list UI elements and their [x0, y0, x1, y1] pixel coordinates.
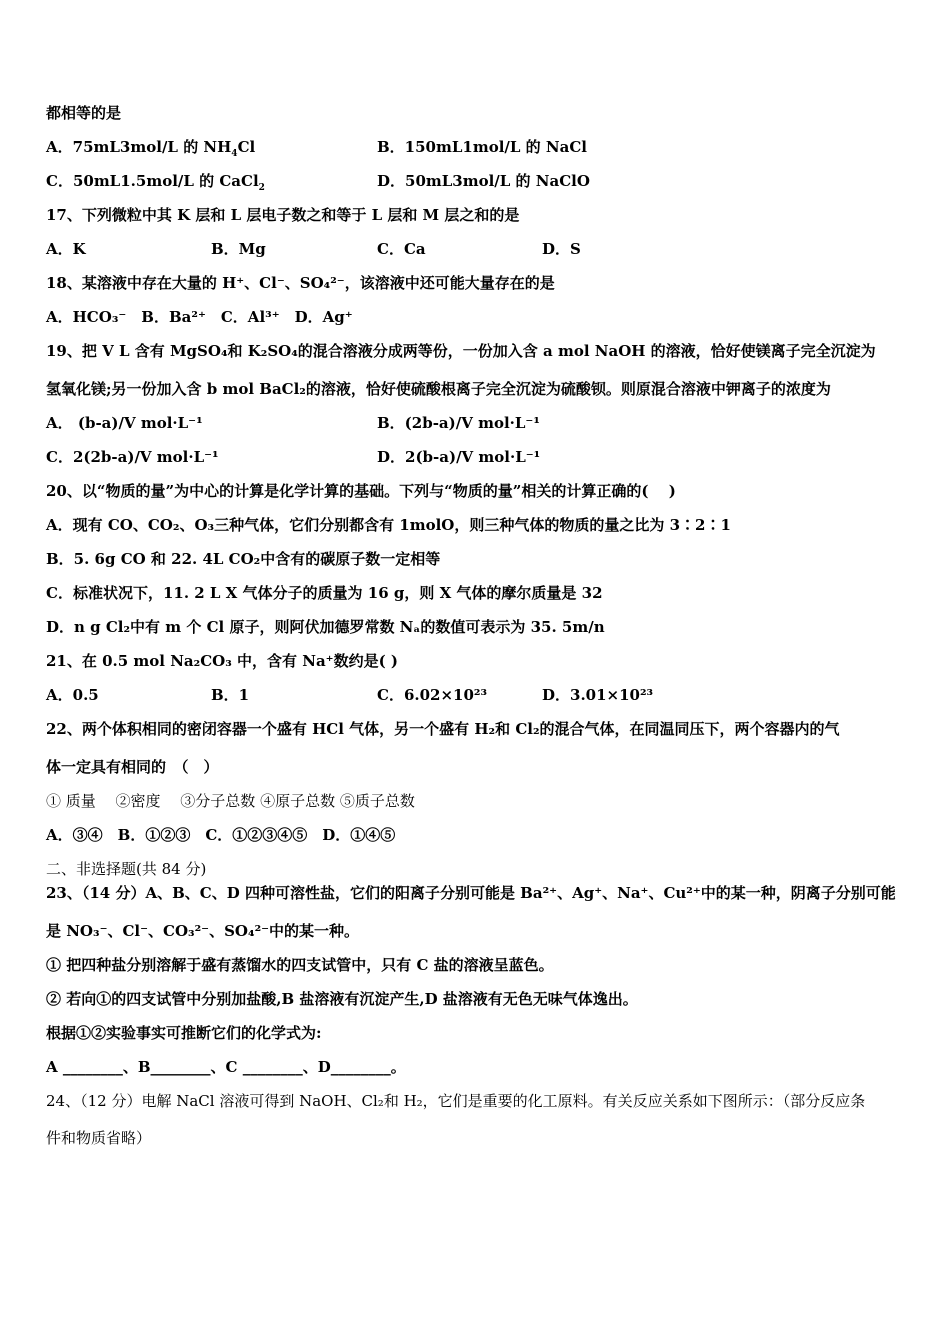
option-b: B．(2b-a)/V mol·L⁻¹ [377, 414, 540, 432]
question-18: 18、某溶液中存在大量的 H⁺、Cl⁻、SO₄²⁻，该溶液中还可能大量存在的是 [46, 274, 555, 292]
question-22-cont: 体一定具有相同的 （ ） [46, 758, 219, 776]
option-a: A． (b-a)/V mol·L⁻¹ [46, 414, 203, 432]
option-b: B．Mg [211, 240, 266, 258]
question-22-options: A．③④ B．①②③ C．①②③④⑤ D．①④⑤ [46, 826, 396, 844]
option-c: C．6.02×10²³ [377, 686, 488, 704]
question-22: 22、两个体积相同的密闭容器一个盛有 HCl 气体，另一个盛有 H₂和 Cl₂的混合气体，在同温同压下，两个容器内的气 [46, 720, 840, 738]
question-18-options: A．HCO₃⁻ B．Ba²⁺ C．Al³⁺ D．Ag⁺ [46, 308, 353, 326]
option-b: B．1 [211, 686, 250, 704]
subscript: 4 [231, 149, 238, 159]
question-20: 20、以“物质的量”为中心的计算是化学计算的基础。下列与“物质的量”相关的计算正确的( ) [46, 482, 676, 500]
option-text: C．50mL1.5mol/L 的 CaCl [46, 172, 259, 190]
question-23-step-2: ② 若向①的四支试管中分别加盐酸,B 盐溶液有沉淀产生,D 盐溶液有无色无味气体逸出。 [46, 990, 638, 1008]
option-d: D．S [542, 240, 581, 258]
question-17: 17、下列微粒中其 K 层和 L 层电子数之和等于 L 层和 M 层之和的是 [46, 206, 520, 224]
option-a [46, 137, 255, 157]
question-24-cont: 件和物质省略） [46, 1129, 152, 1147]
option-c [46, 171, 265, 191]
option-c: C．标准状况下，11. 2 L X 气体分子的质量为 16 g，则 X 气体的摩尔质量是 32 [46, 584, 603, 602]
option-a: A．0.5 [46, 686, 99, 704]
question-23: 23、（14 分）A、B、C、D 四种可溶性盐，它们的阳离子分别可能是 Ba²⁺、Ag⁺、Na⁺、Cu²⁺中的某一种，阴离子分别可能 [46, 884, 896, 902]
question-19-cont: 氢氧化镁;另一份加入含 b mol BaCl₂的溶液，恰好使硫酸根离子完全沉淀为硫酸钡。则原混合溶液中钾离子的浓度为 [46, 380, 831, 398]
question-24: 24、（12 分）电解 NaCl 溶液可得到 NaOH、Cl₂和 H₂，它们是重要的化工原料。有关反应关系如下图所示：（部分反应条 [46, 1092, 866, 1110]
option-c: C．Ca [377, 240, 426, 258]
option-b: B．5. 6g CO 和 22. 4L CO₂中含有的碳原子数一定相等 [46, 550, 441, 568]
subscript: 2 [258, 183, 265, 193]
option-a: A．K [46, 240, 86, 258]
question-23-cont: 是 NO₃⁻、Cl⁻、CO₃²⁻、SO₄²⁻中的某一种。 [46, 922, 360, 940]
question-19: 19、把 V L 含有 MgSO₄和 K₂SO₄的混合溶液分成两等份，一份加入含 a mol NaOH 的溶液，恰好使镁离子完全沉淀为 [46, 342, 876, 360]
section-heading: 二、非选择题(共 84 分) [46, 860, 207, 878]
text-line: 都相等的是 [46, 104, 122, 122]
question-23-answer-blanks: A ________、B________、C ________、D________。 [46, 1058, 406, 1076]
option-d: D．50mL3mol/L 的 NaClO [377, 172, 590, 190]
question-23-step-1: ① 把四种盐分别溶解于盛有蒸馏水的四支试管中，只有 C 盐的溶液呈蓝色。 [46, 956, 554, 974]
option-d: D．2(b-a)/V mol·L⁻¹ [377, 448, 541, 466]
option-text: A．75mL3mol/L 的 NH [46, 138, 232, 156]
option-c: C．2(2b-a)/V mol·L⁻¹ [46, 448, 219, 466]
question-21: 21、在 0.5 mol Na₂CO₃ 中，含有 Na⁺数约是( ) [46, 652, 398, 670]
option-text: Cl [237, 138, 256, 156]
option-b: B．150mL1mol/L 的 NaCl [377, 138, 587, 156]
question-23-prompt: 根据①②实验事实可推断它们的化学式为: [46, 1024, 322, 1042]
question-22-items: ① 质量 ②密度 ③分子总数 ④原子总数 ⑤质子总数 [46, 792, 415, 810]
option-d: D．3.01×10²³ [542, 686, 654, 704]
option-a: A．现有 CO、CO₂、O₃三种气体，它们分别都含有 1molO，则三种气体的物质的量之比为 3∶2∶1 [46, 516, 731, 534]
option-d: D．n g Cl₂中有 m 个 Cl 原子，则阿伏加德罗常数 Nₐ的数值可表示为 35. 5m/n [46, 618, 605, 636]
